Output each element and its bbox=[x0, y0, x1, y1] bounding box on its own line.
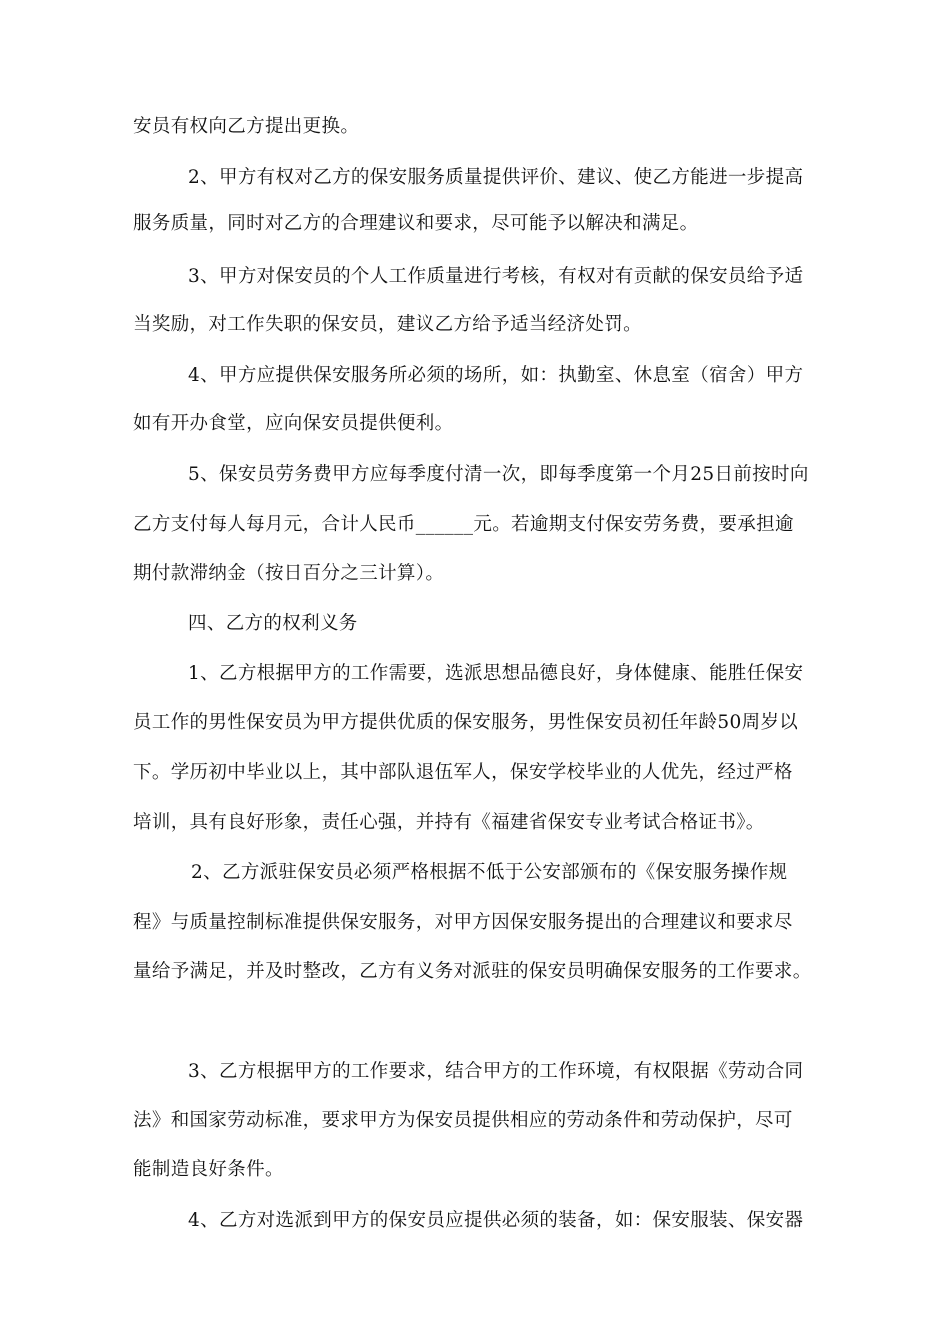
clause-2-line-2: 服务质量，同时对乙方的合理建议和要求，尽可能予以解决和满足。 bbox=[133, 213, 699, 234]
b-clause-2-line-3: 量给予满足，并及时整改，乙方有义务对派驻的保安员明确保安服务的工作要求。 bbox=[133, 961, 812, 982]
b-clause-3-line-2: 法》和国家劳动标准，要求甲方为保安员提供相应的劳动条件和劳动保护，尽可 bbox=[133, 1110, 793, 1131]
b-clause-3-line-3: 能制造良好条件。 bbox=[133, 1159, 284, 1180]
b-clause-2-line-2: 程》与质量控制标准提供保安服务，对甲方因保安服务提出的合理建议和要求尽 bbox=[133, 912, 793, 933]
clause-4-line-2: 如有开办食堂，应向保安员提供便利。 bbox=[133, 413, 454, 434]
clause-3-line-1: 3、甲方对保安员的个人工作质量进行考核，有权对有贡献的保安员给予适 bbox=[188, 266, 804, 287]
b-clause-2-line-1: 2、乙方派驻保安员必须严格根据不低于公安部颁布的《保安服务操作规 bbox=[191, 862, 788, 883]
b-clause-1-line-3: 下。学历初中毕业以上，其中部队退伍军人，保安学校毕业的人优先，经过严格 bbox=[133, 762, 793, 783]
clause-4-line-1: 4、甲方应提供保安服务所必须的场所，如：执勤室、休息室（宿舍）甲方 bbox=[188, 365, 804, 386]
b-clause-4-line-1: 4、乙方对选派到甲方的保安员应提供必须的装备，如：保安服装、保安器 bbox=[188, 1210, 804, 1231]
clause-5-line-3: 期付款滞纳金（按日百分之三计算）。 bbox=[133, 563, 445, 584]
clause-5-line-1: 5、保安员劳务费甲方应每季度付清一次，即每季度第一个月25日前按时向 bbox=[188, 464, 809, 485]
b-clause-1-line-2: 员工作的男性保安员为甲方提供优质的保安服务，男性保安员初任年龄50周岁以 bbox=[133, 712, 799, 733]
clause-2-line-1: 2、甲方有权对乙方的保安服务质量提供评价、建议、使乙方能进一步提高 bbox=[188, 167, 804, 188]
b-clause-1-line-1: 1、乙方根据甲方的工作需要，选派思想品德良好，身体健康、能胜任保安 bbox=[188, 663, 804, 684]
clause-3-line-2: 当奖励，对工作失职的保安员，建议乙方给予适当经济处罚。 bbox=[133, 314, 642, 335]
section-heading: 四、乙方的权利义务 bbox=[188, 613, 358, 634]
b-clause-3-line-1: 3、乙方根据甲方的工作要求，结合甲方的工作环境，有权限据《劳动合同 bbox=[188, 1061, 804, 1082]
text-line: 安员有权向乙方提出更换。 bbox=[133, 116, 360, 137]
clause-5-line-2: 乙方支付每人每月元，合计人民币______元。若逾期支付保安劳务费，要承担逾 bbox=[133, 514, 794, 535]
b-clause-1-line-4: 培训，具有良好形象，责任心强，并持有《福建省保安专业考试合格证书》。 bbox=[133, 812, 765, 833]
